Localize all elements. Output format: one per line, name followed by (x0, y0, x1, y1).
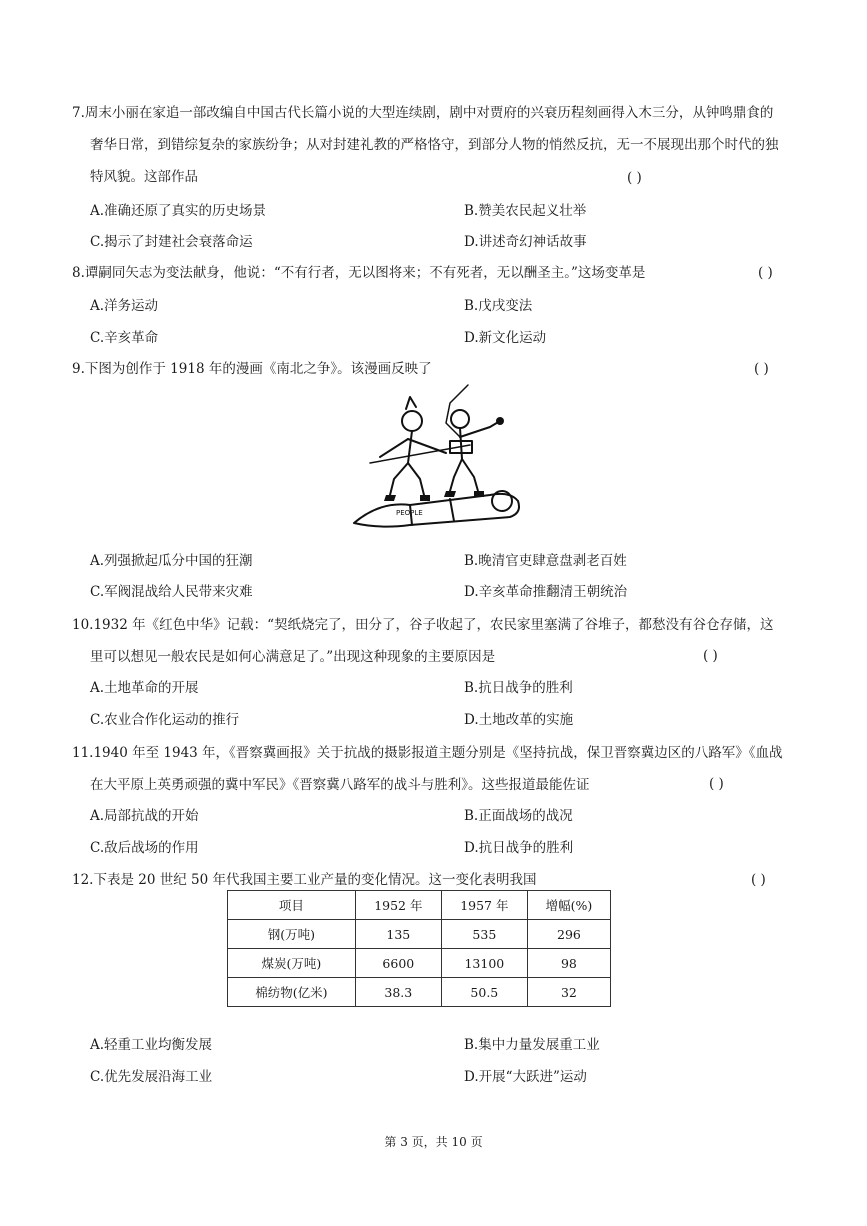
question-8-option-d[interactable]: D.新文化运动 (464, 330, 547, 346)
question-10-option-a[interactable]: A.土地革命的开展 (90, 680, 199, 696)
question-10-option-c[interactable]: C.农业合作化运动的推行 (90, 712, 240, 728)
table-row (228, 920, 611, 949)
question-8-answer-paren[interactable]: ( ) (758, 265, 773, 281)
table-cell: 13100 (441, 949, 527, 978)
table-header-cell: 项目 (228, 891, 356, 920)
question-8-option-b[interactable]: B.戊戌变法 (464, 298, 533, 314)
question-7-stem (72, 97, 802, 193)
cartoon-people-label: PEOPLE (396, 509, 423, 517)
question-9-answer-paren[interactable]: ( ) (754, 361, 769, 377)
question-9-option-b[interactable]: B.晚清官吏肆意盘剥老百姓 (464, 553, 627, 569)
question-7-answer-paren[interactable]: ( ) (627, 170, 642, 186)
question-9-option-a[interactable]: A.列强掀起瓜分中国的狂潮 (90, 553, 253, 569)
question-8-option-c[interactable]: C.辛亥革命 (90, 330, 159, 346)
question-12-option-a[interactable]: A.轻重工业均衡发展 (90, 1037, 213, 1053)
table-cell: 38.3 (355, 978, 441, 1007)
question-7-option-c[interactable]: C.揭示了封建社会衰落命运 (90, 234, 253, 250)
table-cell: 296 (527, 920, 610, 949)
table-header-row (228, 891, 611, 920)
question-7-line-2: 奢华日常，到错综复杂的家族纷争；从对封建礼教的严格恪守，到部分人物的悄然反抗，无一不展现出那个时代的独 (90, 137, 779, 153)
table-cell: 煤炭(万吨) (228, 949, 356, 978)
table-cell: 535 (441, 920, 527, 949)
table-cell: 32 (527, 978, 610, 1007)
question-12-answer-paren[interactable]: ( ) (751, 872, 766, 888)
question-10-stem (72, 609, 802, 673)
question-11-line-1: 11.1940 年至 1943 年，《晋察冀画报》关于抗战的摄影报道主题分别是《坚持抗战，保卫晋察冀边区的八路军》《血战 (72, 745, 783, 761)
table-cell: 棉纺物(亿米) (228, 978, 356, 1007)
table-cell: 98 (527, 949, 610, 978)
table-cell: 6600 (355, 949, 441, 978)
question-7-option-b[interactable]: B.赞美农民起义壮举 (464, 203, 587, 219)
table-row (228, 978, 611, 1007)
question-12-option-b[interactable]: B.集中力量发展重工业 (464, 1037, 600, 1053)
page-footer: 第 3 页，共 10 页 (384, 1135, 483, 1149)
question-9-option-c[interactable]: C.军阀混战给人民带来灾难 (90, 584, 253, 600)
table-cell: 钢(万吨) (228, 920, 356, 949)
question-11-option-b[interactable]: B.正面战场的战况 (464, 808, 573, 824)
cartoon-north-south-conflict (350, 383, 524, 533)
question-10-option-d[interactable]: D.土地改革的实施 (464, 712, 574, 728)
question-9-stem (72, 353, 802, 385)
question-11-option-a[interactable]: A.局部抗战的开始 (90, 808, 199, 824)
question-7-line-1: 7.周末小丽在家追一部改编自中国古代长篇小说的大型连续剧，剧中对贾府的兴衰历程刻画得入木三分，从钟鸣鼎食的 (72, 105, 774, 121)
question-8-stem (72, 257, 802, 289)
table-header-cell: 增幅(%) (527, 891, 610, 920)
question-8-option-a[interactable]: A.洋务运动 (90, 298, 159, 314)
question-11-line-2: 在大平原上英勇顽强的冀中军民》《晋察冀八路军的战斗与胜利》。这些报道最能佐证 (90, 777, 590, 793)
question-10-answer-paren[interactable]: ( ) (703, 648, 718, 664)
question-12-line-1: 12.下表是 20 世纪 50 年代我国主要工业产量的变化情况。这一变化表明我国 (72, 872, 537, 888)
question-11-answer-paren[interactable]: ( ) (709, 776, 724, 792)
question-7-option-d[interactable]: D.讲述奇幻神话故事 (464, 234, 587, 250)
question-11-stem (72, 737, 802, 801)
table-row (228, 949, 611, 978)
question-12-option-d[interactable]: D.开展“大跃进”运动 (464, 1069, 587, 1085)
question-7-option-a[interactable]: A.准确还原了真实的历史场景 (90, 203, 267, 219)
table-header-cell: 1957 年 (441, 891, 527, 920)
question-11-option-c[interactable]: C.敌后战场的作用 (90, 840, 199, 856)
industrial-output-table (227, 890, 611, 1007)
question-10-line-1: 10.1932 年《红色中华》记载：“契纸烧完了，田分了，谷子收起了，农民家里塞满了谷堆子，都愁没有谷仓存储，这 (72, 617, 774, 633)
question-10-line-2: 里可以想见一般农民是如何心满意足了。”出现这种现象的主要原因是 (90, 649, 496, 665)
question-7-line-3: 特风貌。这部作品 (90, 169, 198, 185)
question-9-line-1: 9.下图为创作于 1918 年的漫画《南北之争》。该漫画反映了 (72, 361, 432, 377)
question-8-line-1: 8.谭嗣同矢志为变法献身，他说：“不有行者，无以图将来；不有死者，无以酬圣主。”这场变革是 (72, 265, 646, 281)
question-9-option-d[interactable]: D.辛亥革命推翻清王朝统治 (464, 584, 628, 600)
table-cell: 50.5 (441, 978, 527, 1007)
question-10-option-b[interactable]: B.抗日战争的胜利 (464, 680, 573, 696)
table-header-cell: 1952 年 (355, 891, 441, 920)
question-12-option-c[interactable]: C.优先发展沿海工业 (90, 1069, 213, 1085)
table-cell: 135 (355, 920, 441, 949)
question-11-option-d[interactable]: D.抗日战争的胜利 (464, 840, 574, 856)
